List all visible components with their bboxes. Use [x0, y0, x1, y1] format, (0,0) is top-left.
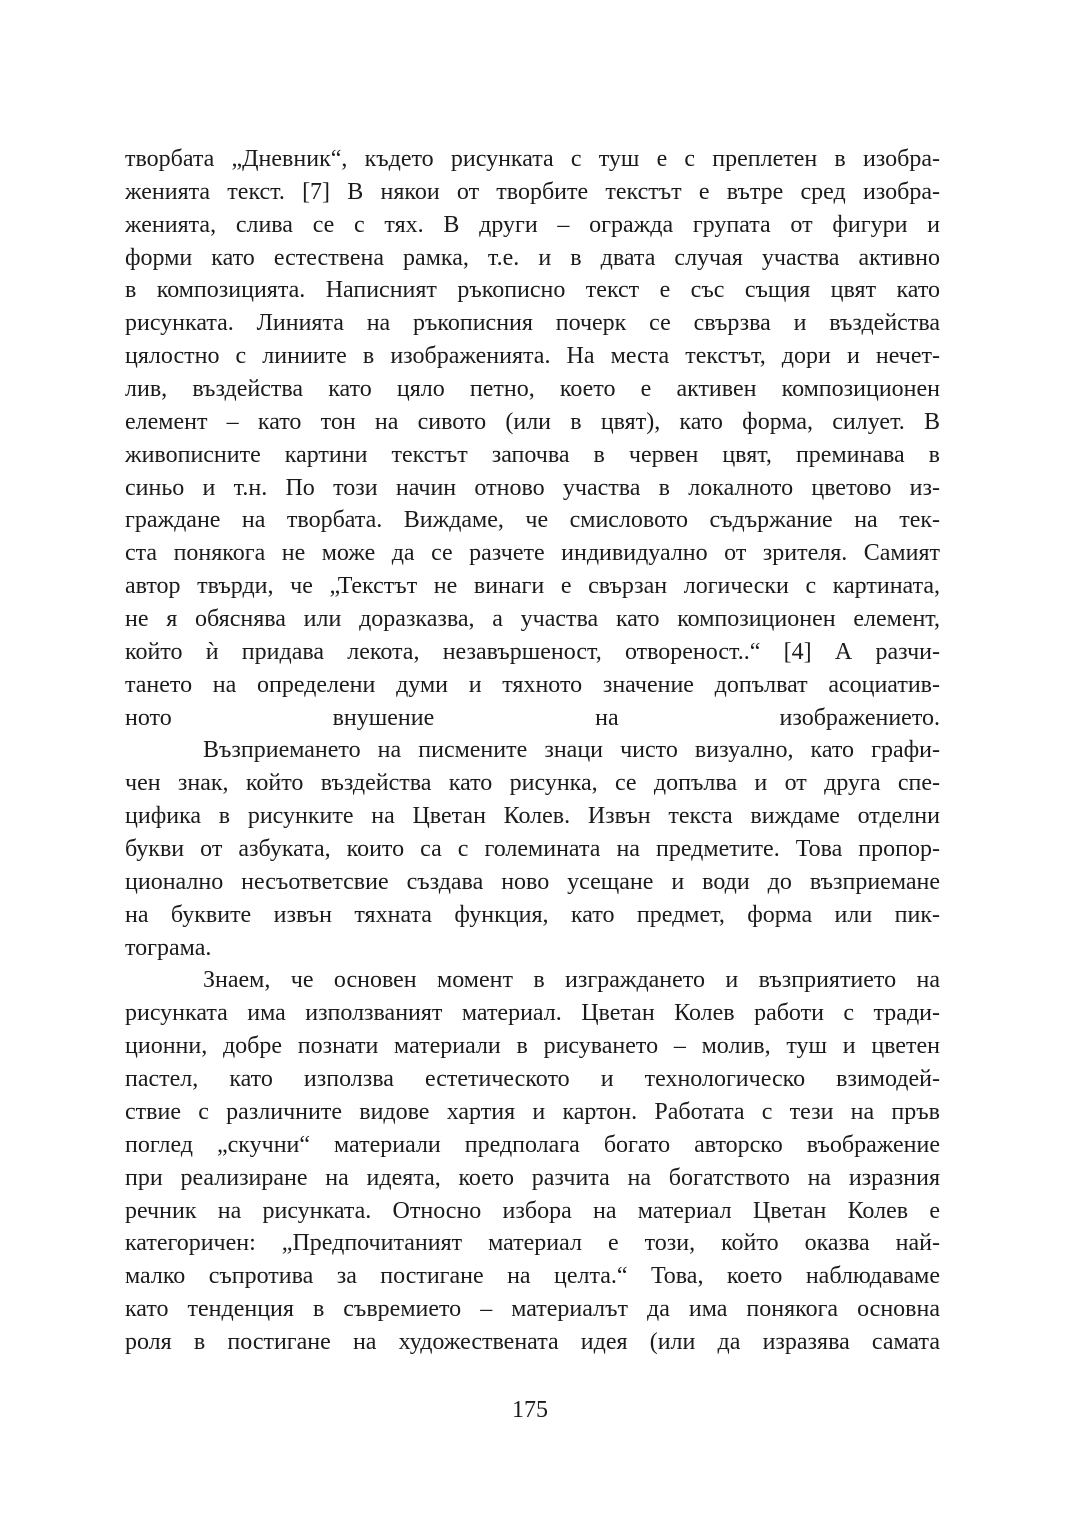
text-line: тането на определени думи и тяхното значение допълват асоциатив-	[125, 671, 940, 698]
text-line: категоричен: „Предпочитаният материал е този, който оказва най-	[125, 1230, 940, 1257]
text-line: поглед „скучни“ материали предполага богато авторско въображение	[125, 1131, 940, 1158]
text-line: тограма.	[125, 934, 212, 961]
text-line: цялостно с линиите в изображенията. На места текстът, дори и нечет-	[125, 343, 940, 370]
page-number: 175	[512, 1397, 548, 1423]
text-line: форми като естествена рамка, т.е. и в двата случая участва активно	[125, 244, 940, 271]
text-line: Възприемането на писмените знаци чисто визуално, като графи-	[203, 737, 940, 764]
text-line: ционално несъответсвие създава ново усещане и води до възприемане	[125, 868, 940, 895]
text-line: малко съпротива за постигане на целта.“ Това, което наблюдаваме	[125, 1263, 940, 1290]
paragraph-continued	[125, 143, 940, 734]
text-line: ста понякога не може да се разчете индивидуално от зрителя. Самият	[125, 540, 940, 567]
text-line: ствие с различните видове хартия и картон. Работата с тези на пръв	[125, 1098, 940, 1125]
text-line: букви от азбуката, които са с големината на предметите. Това пропор-	[125, 836, 940, 863]
text-line: рисунката има използваният материал. Цветан Колев работи с тради-	[125, 1000, 940, 1027]
text-line: роля в постигане на художествената идея (или да изразява самата	[125, 1328, 940, 1355]
text-line: ционни, добре познати материали в рисуването – молив, туш и цветен	[125, 1033, 940, 1060]
text-line: при реализиране на идеята, което разчита на богатството на изразния	[125, 1164, 940, 1191]
text-line: който ѝ придава лекота, незавършеност, отвореност..“ [4] А разчи-	[125, 638, 940, 665]
paragraph	[125, 734, 940, 964]
text-line: рисунката. Линията на ръкописния почерк се свързва и въздейства	[125, 310, 940, 337]
text-line: синьо и т.н. По този начин отново участва в локалното цветово из-	[125, 474, 940, 501]
body-text	[125, 143, 940, 1359]
paragraph-continues	[125, 964, 940, 1358]
text-line: цифика в рисунките на Цветан Колев. Извън текста виждаме отделни	[125, 803, 940, 830]
text-line: творбата „Дневник“, където рисунката с туш е с преплетен в изобра-	[125, 146, 940, 172]
text-line: пастел, като използва естетическото и технологическо взимодей-	[125, 1066, 940, 1093]
text-line: на буквите извън тяхната функция, като предмет, форма или пик-	[125, 901, 940, 928]
text-line: ното внушение на изображението.	[125, 704, 940, 731]
text-line: женията, слива се с тях. В други – огражда групата от фигури и	[125, 211, 940, 238]
text-line: живописните картини текстът започва в червен цвят, преминава в	[125, 441, 940, 468]
text-line: елемент – като тон на сивото (или в цвят), като форма, силует. В	[125, 408, 940, 435]
text-line: женията текст. [7] В някои от творбите текстът е вътре сред изобра-	[125, 178, 940, 205]
text-line: чен знак, който въздейства като рисунка, се допълва и от друга спе-	[125, 770, 940, 797]
text-line: лив, въздейства като цяло петно, което е активен композиционен	[125, 376, 940, 403]
text-line: Знаем, че основен момент в изграждането и възприятието на	[203, 967, 940, 994]
text-line: като тенденция в съвремието – материалът да има понякога основна	[125, 1296, 940, 1323]
text-line: не я обяснява или доразказва, а участва като композиционен елемент,	[125, 606, 940, 633]
text-line: автор твърди, че „Текстът не винаги е свързан логически с картината,	[125, 573, 940, 600]
text-line: речник на рисунката. Относно избора на материал Цветан Колев е	[125, 1197, 940, 1224]
text-line: граждане на творбата. Виждаме, че смисловото съдържание на тек-	[125, 507, 940, 534]
text-line: в композицията. Написният ръкописно текст е със същия цвят като	[125, 277, 940, 304]
